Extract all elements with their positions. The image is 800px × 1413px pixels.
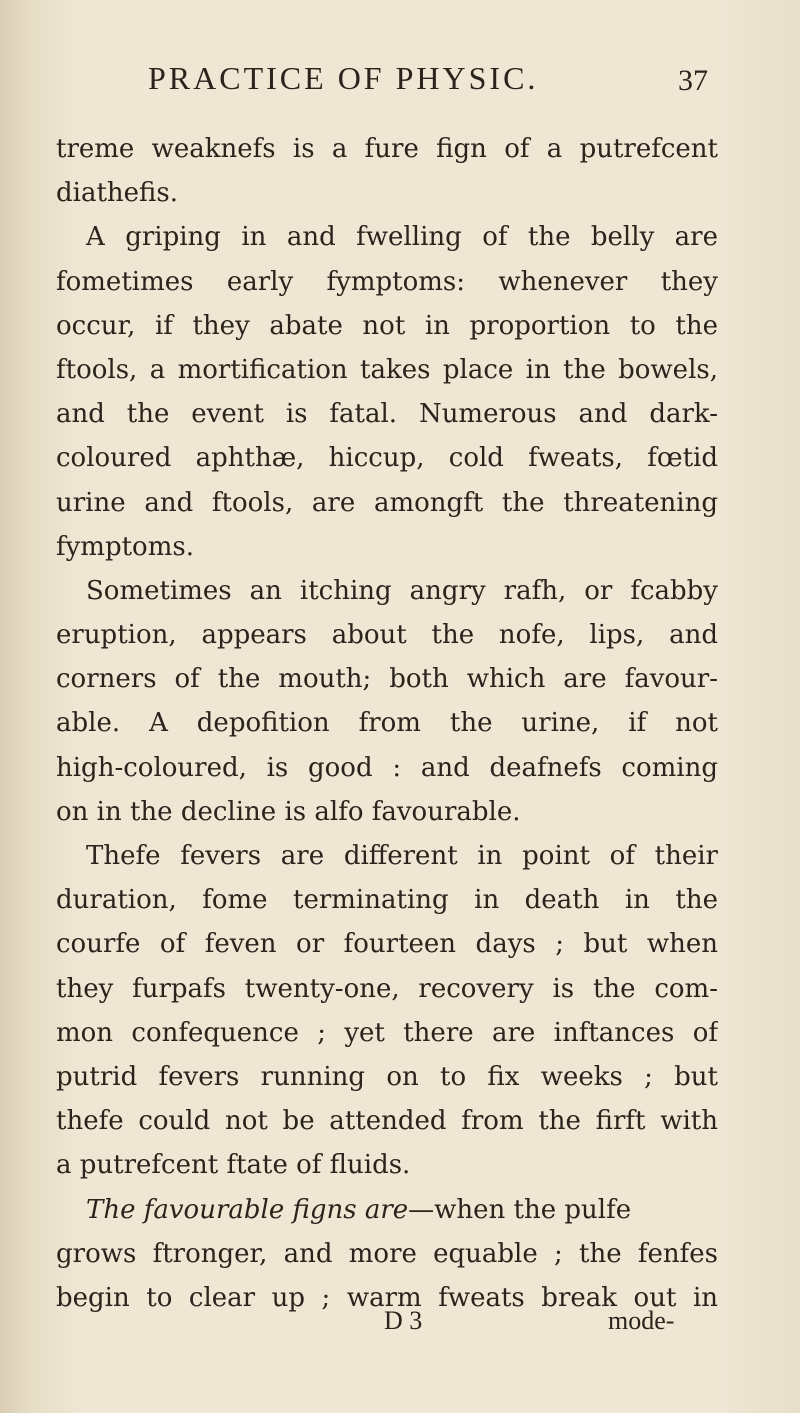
paragraph-start-line: Sometimes an itching angry rafh, or fcabby <box>86 575 718 606</box>
text-line: courfe of feven or fourteen days ; but when <box>56 929 718 960</box>
text-line: fometimes early fymptoms: whenever they <box>56 266 718 297</box>
text-line: a putrefcent ftate of fluids. <box>56 1150 411 1181</box>
text-line: and the event is fatal. Numerous and dark- <box>56 399 718 430</box>
text-line: grows ftronger, and more equable ; the fenfes <box>56 1238 718 1269</box>
paragraph-start-line: A griping in and fwelling of the belly are <box>86 222 718 253</box>
signature-mark: D 3 <box>384 1306 423 1335</box>
paragraph-start-line: Thefe fevers are different in point of their <box>86 841 718 871</box>
text-line: eruption, appears about the nofe, lips, and <box>56 620 718 651</box>
italic-phrase: The favourable figns are <box>86 1194 409 1225</box>
paragraph-start-line <box>56 1188 718 1232</box>
page-header <box>148 60 708 110</box>
text-line: occur, if they abate not in proportion to the <box>56 310 718 341</box>
page-number: 37 <box>678 64 708 97</box>
text-line: corners of the mouth; both which are favour- <box>56 664 718 695</box>
text-line: on in the decline is alfo favourable. <box>56 796 521 827</box>
text-line: begin to clear up ; warm fweats break out in <box>56 1282 718 1313</box>
text-line: mon confequence ; yet there are inftances of <box>56 1017 718 1048</box>
text-line: high-coloured, is good : and deafnefs coming <box>56 752 718 783</box>
page-footer <box>0 1306 800 1350</box>
body-text <box>56 127 718 1320</box>
text-line: putrid fevers running on to fix weeks ; but <box>56 1061 718 1092</box>
text-line: duration, fome terminating in death in the <box>56 885 718 916</box>
text-line: urine and ftools, are amongft the threatening <box>56 487 718 518</box>
catchword: mode- <box>608 1306 675 1335</box>
text-line: ftools, a mortification takes place in the bowels, <box>56 354 718 385</box>
text-line: treme weaknefs is a fure fign of a putrefcent <box>56 134 718 164</box>
text-line: thefe could not be attended from the firft with <box>56 1106 718 1137</box>
text-line: diathefis. <box>56 178 178 209</box>
text-line: coloured aphthæ, hiccup, cold fweats, fœtid <box>56 443 718 474</box>
text-line: fymptoms. <box>56 531 194 562</box>
line-rest: —when the pulfe <box>408 1194 632 1225</box>
text-line: they furpafs twenty-one, recovery is the com- <box>56 973 718 1004</box>
text-line: able. A depofition from the urine, if not <box>56 708 718 739</box>
running-head: PRACTICE OF PHYSIC. <box>148 60 539 96</box>
